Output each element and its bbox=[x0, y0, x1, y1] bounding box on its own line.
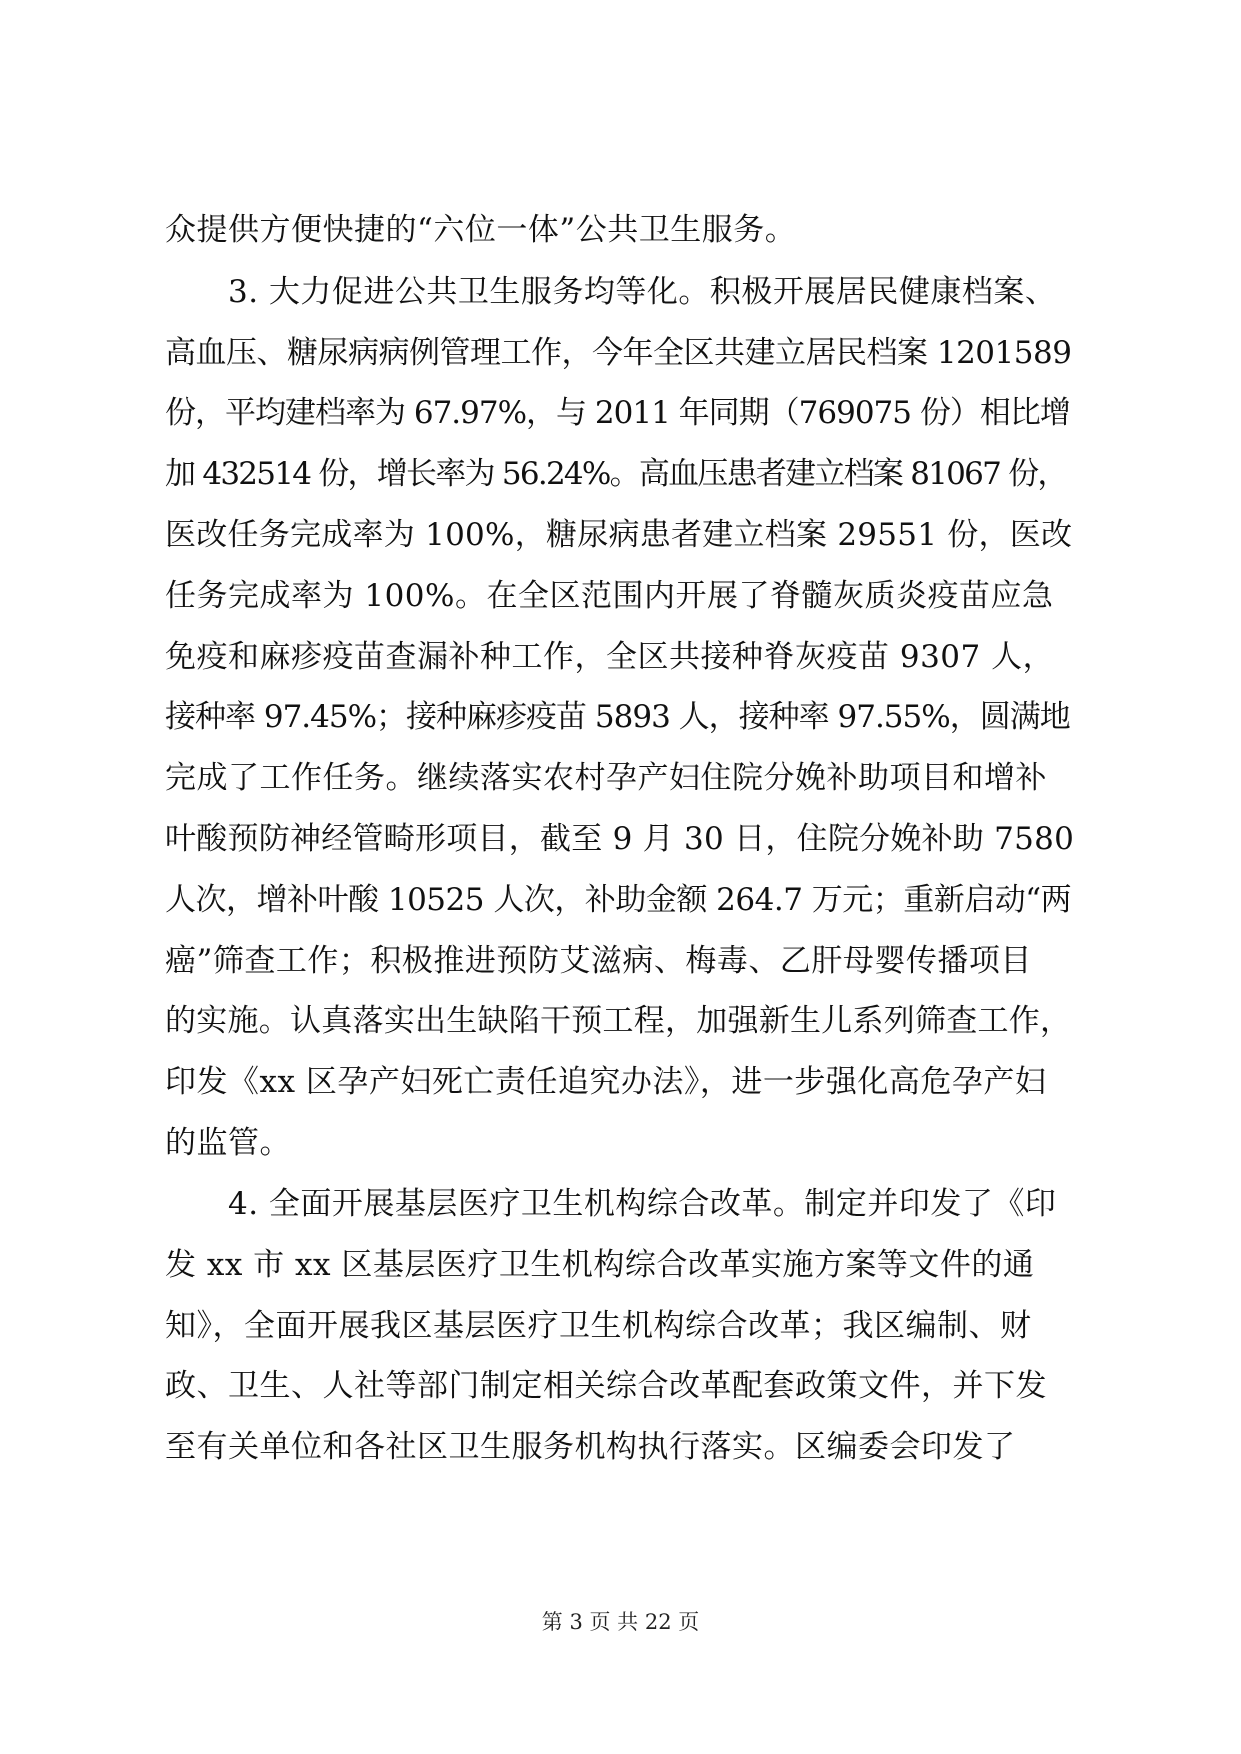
text-line: 高血压、糖尿病病例管理工作，今年全区共建立居民档案 1201589 bbox=[165, 335, 1072, 371]
text-line: 任务完成率为 100%。在全区范围内开展了脊髓灰质炎疫苗应急 bbox=[165, 578, 1054, 614]
text-line: 的监管。 bbox=[165, 1125, 291, 1161]
text-line: 叶酸预防神经管畸形项目，截至 9 月 30 日，住院分娩补助 7580 bbox=[165, 821, 1075, 857]
page-number-footer: 第 3 页 共 22 页 bbox=[541, 1610, 700, 1634]
text-line: 份，平均建档率为 67.97%，与 2011 年同期（769075 份）相比增 bbox=[165, 395, 1070, 431]
text-line: 众提供方便快捷的“六位一体”公共卫生服务。 bbox=[165, 212, 797, 248]
text-line: 政、卫生、人社等部门制定相关综合改革配套政策文件，并下发 bbox=[165, 1368, 1047, 1404]
text-line: 印发《xx 区孕产妇死亡责任追究办法》，进一步强化高危孕产妇 bbox=[165, 1064, 1047, 1100]
text-line: 发 xx 市 xx 区基层医疗卫生机构综合改革实施方案等文件的通 bbox=[165, 1247, 1035, 1283]
text-line: 人次，增补叶酸 10525 人次，补助金额 264.7 万元；重新启动“两 bbox=[165, 882, 1072, 918]
text-line: 至有关单位和各社区卫生服务机构执行落实。区编委会印发了 bbox=[165, 1429, 1016, 1465]
text-line: 知》，全面开展我区基层医疗卫生机构综合改革；我区编制、财 bbox=[165, 1308, 1032, 1344]
text-line: 接种率 97.45%；接种麻疹疫苗 5893 人，接种率 97.55%，圆满地 bbox=[165, 699, 1070, 735]
text-line: 医改任务完成率为 100%，糖尿病患者建立档案 29551 份，医改 bbox=[165, 517, 1073, 553]
text-line: 4. 全面开展基层医疗卫生机构综合改革。制定并印发了《印 bbox=[228, 1186, 1057, 1222]
text-line: 完成了工作任务。继续落实农村孕产妇住院分娩补助项目和增补 bbox=[165, 760, 1047, 796]
text-line: 免疫和麻疹疫苗查漏补种工作，全区共接种脊灰疫苗 9307 人， bbox=[165, 639, 1055, 675]
text-line: 的实施。认真落实出生缺陷干预工程，加强新生儿系列筛查工作， bbox=[165, 1003, 1072, 1039]
text-line: 3. 大力促进公共卫生服务均等化。积极开展居民健康档案、 bbox=[228, 274, 1057, 310]
text-line: 加 432514 份，增长率为 56.24%。高血压患者建立档案 81067 份， bbox=[165, 456, 1067, 492]
text-line: 癌”筛查工作；积极推进预防艾滋病、梅毒、乙肝母婴传播项目 bbox=[165, 943, 1032, 979]
